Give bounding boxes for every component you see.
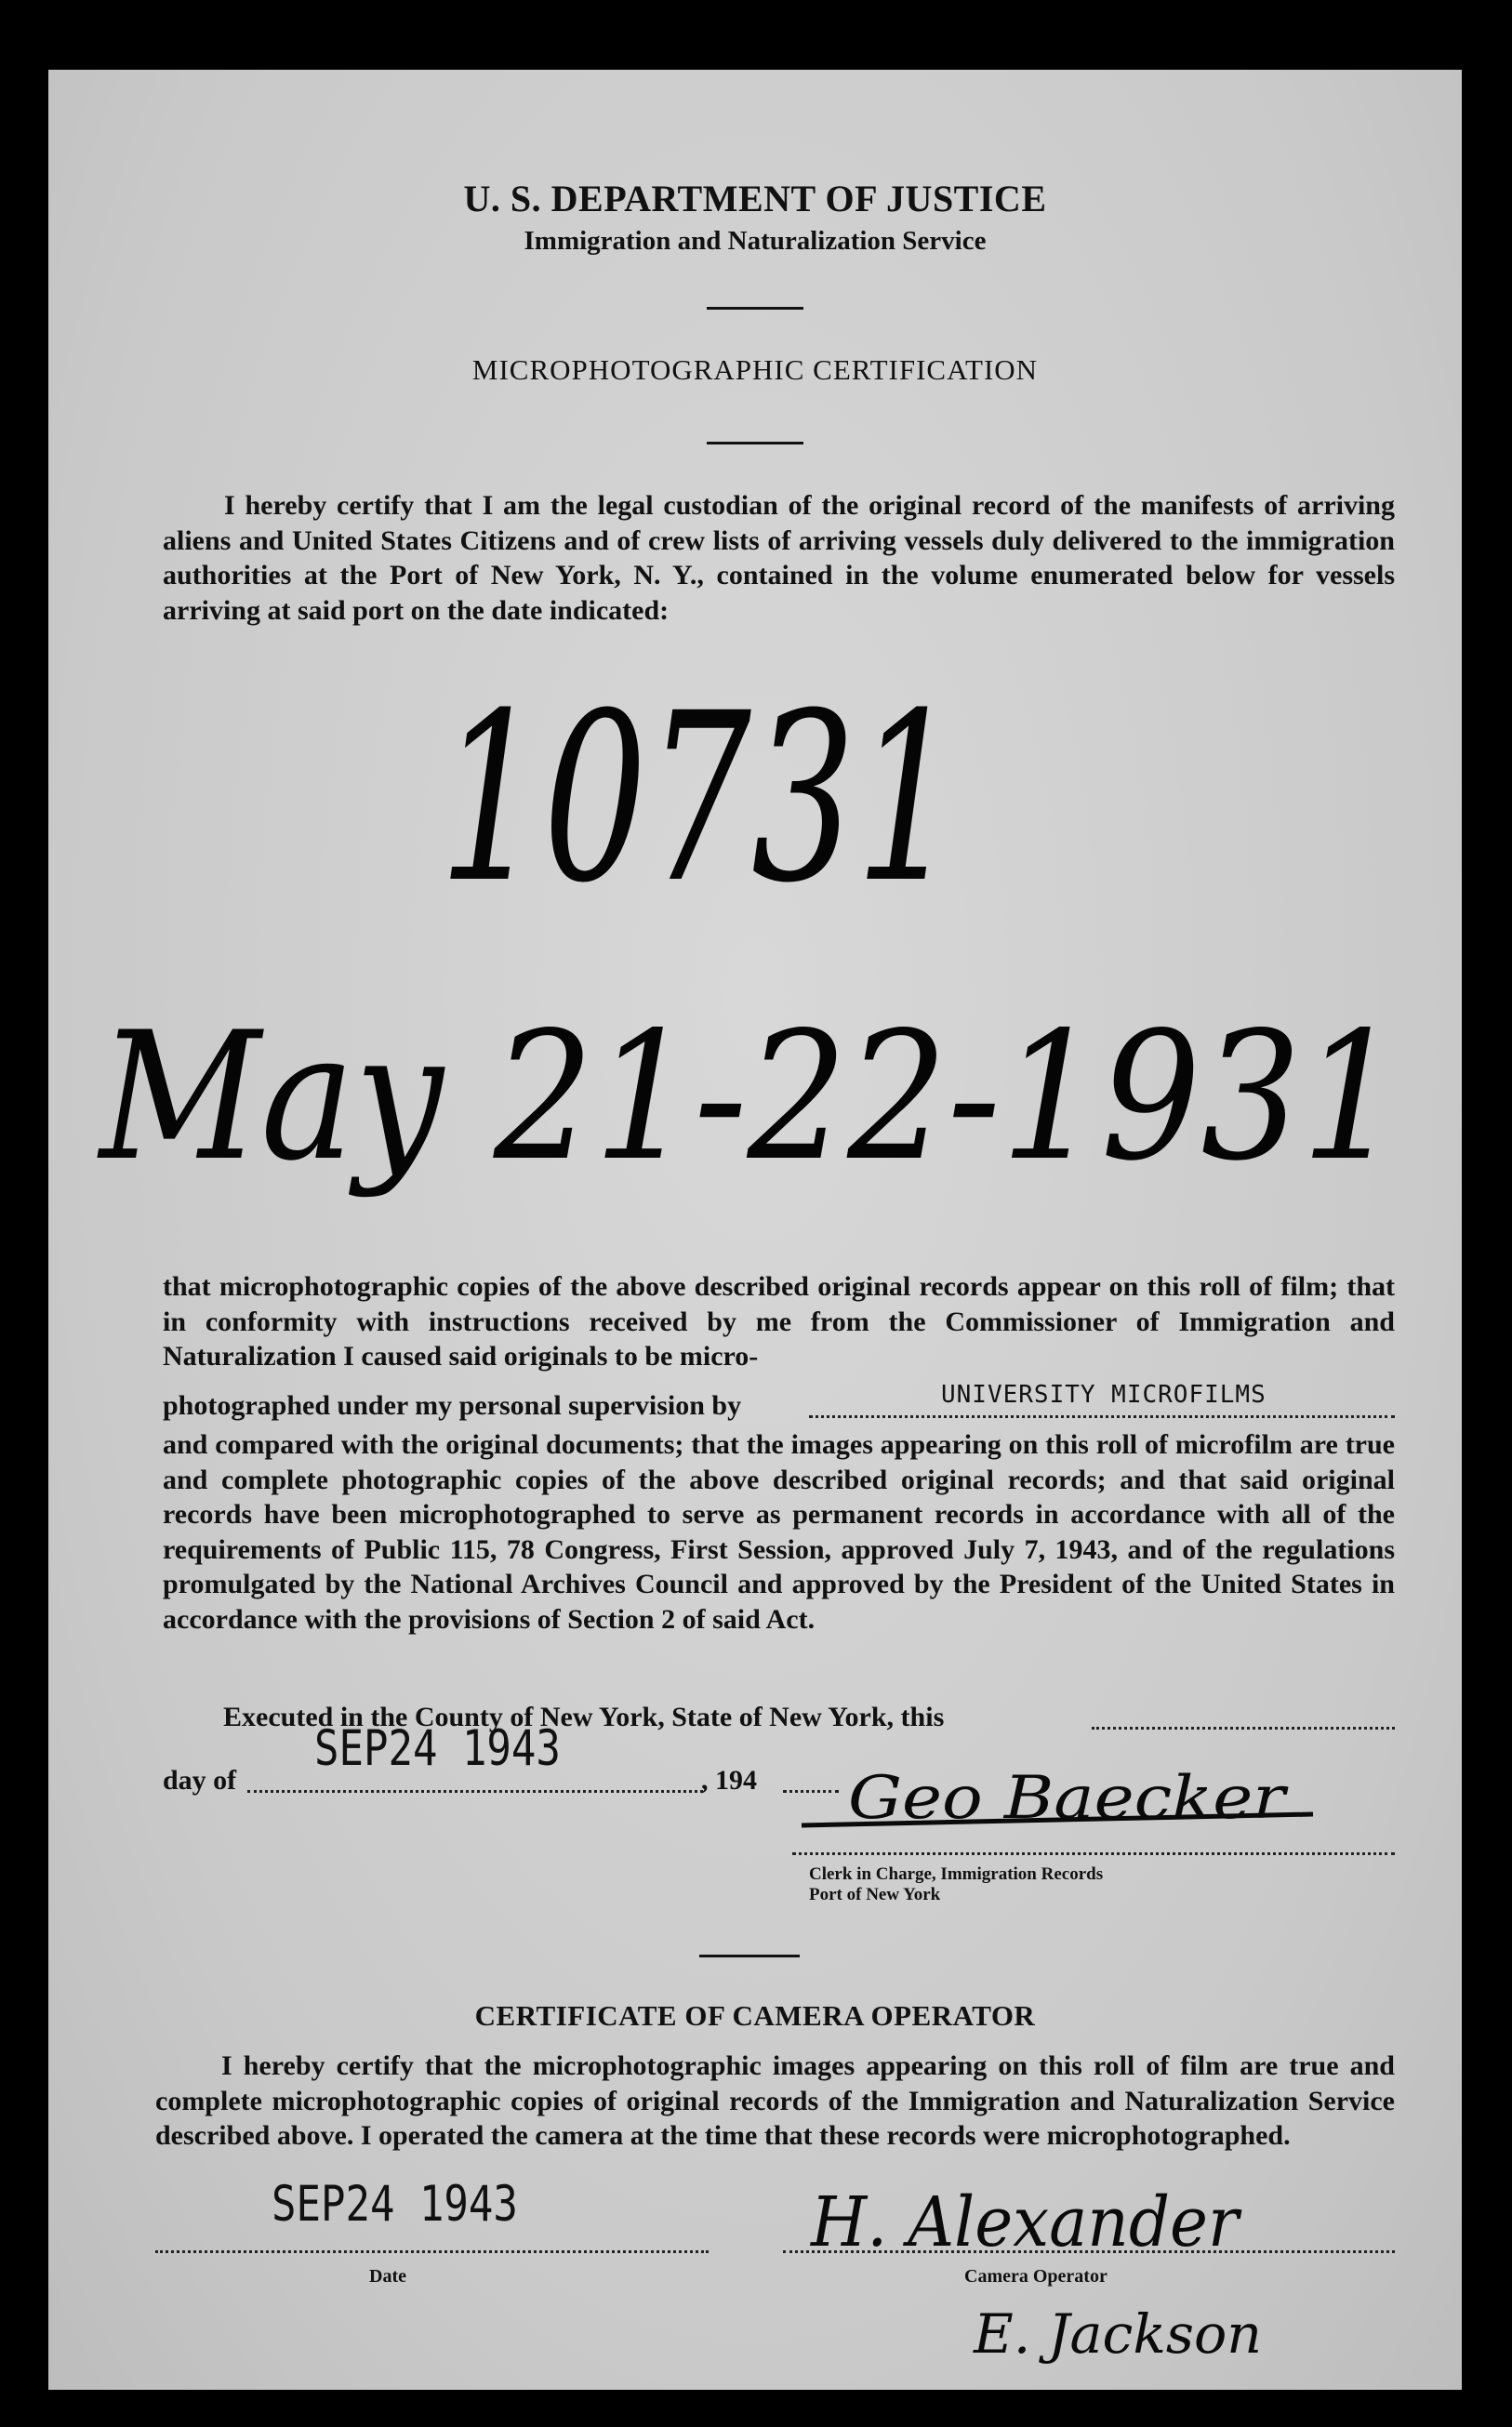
volume-number: 10731: [439, 663, 960, 934]
certification-title: MICROPHOTOGRAPHIC CERTIFICATION: [471, 353, 1039, 386]
date-line: [155, 2250, 709, 2253]
clerk-title: Clerk in Charge, Immigration Records: [809, 1864, 1104, 1884]
day-of-label: day of: [163, 1765, 237, 1796]
date-stamp: SEP24 1943: [314, 1719, 561, 1778]
clerk-signature: [792, 1753, 1369, 1837]
volume-dates: May 21-22-1931: [97, 994, 1401, 1200]
clerk-port: Port of New York: [809, 1885, 941, 1904]
certification-intro: I hereby certify that I am the legal custodian of the original record of the manifests of arriving aliens and United States Citizens and of crew lists of arriving vessels duly delivered to the immigration authorities at the Port of New York, N. Y., contained in the volume enumerated below for vessels arriving at said port on the date indicated:: [163, 490, 1395, 626]
operator-signature: [764, 2176, 1304, 2269]
camera-certificate-body: I hereby certify that the microphotographic images appearing on this roll of film are true and complete microphotographic copies of original records of the Immigration and Naturalization Service described above. I operated the camera at the time that these records were microphotographed.: [155, 2050, 1395, 2151]
date-label: Date: [369, 2266, 406, 2287]
operator-line: [783, 2250, 1395, 2253]
handwritten-volume-info: [48, 628, 1462, 1297]
executed-line: Executed in the County of New York, State of New York, this: [223, 1702, 945, 1732]
year-prefix: , 194: [701, 1765, 757, 1796]
certificate-page: [48, 70, 1462, 2390]
service-subheading: Immigration and Naturalization Service: [524, 226, 987, 256]
svg-text:Geo Baecker: Geo Baecker: [848, 1764, 1289, 1833]
certification-body-1: that microphotographic copies of the above described original records appear on this roll of film; that in conformity with instructions received by me from the Commissioner of Immigration and Naturalization I caused said originals to be micro-: [163, 1271, 1395, 1372]
supervision-label: photographed under my personal supervision by: [163, 1390, 742, 1421]
camera-date-stamp: SEP24 1943: [272, 2175, 518, 2234]
company-stamp: UNIVERSITY MICROFILMS: [941, 1381, 1267, 1409]
divider-rule: [699, 1955, 800, 1957]
witness-signature: [955, 2292, 1308, 2376]
executed-blank: [1092, 1727, 1395, 1730]
operator-label: Camera Operator: [964, 2266, 1107, 2287]
department-heading: U. S. DEPARTMENT OF JUSTICE: [463, 178, 1047, 219]
certification-body-3: and compared with the original documents; that the images appearing on this roll of microfilm are true and complete photographic copies of the above described original records; and that said original records have been microphotographed to serve as permanent records in accordance with all of the requirements of Public 115, 78 Congress, First Session, approved July 7, 1943, and of the regulations promulgated by the National Archives Council and approved by the President of the United States in accordance with the provisions of Section 2 of said Act.: [163, 1429, 1395, 1635]
company-line: [809, 1415, 1395, 1418]
svg-text:E. Jackson: E. Jackson: [972, 2302, 1262, 2366]
svg-text:H. Alexander: H. Alexander: [809, 2182, 1243, 2262]
camera-certificate-title: CERTIFICATE OF CAMERA OPERATOR: [474, 1999, 1036, 2032]
day-of-blank: [247, 1790, 703, 1793]
divider-rule: [707, 307, 803, 310]
divider-rule: [707, 442, 803, 444]
clerk-signature-line: [792, 1852, 1395, 1855]
